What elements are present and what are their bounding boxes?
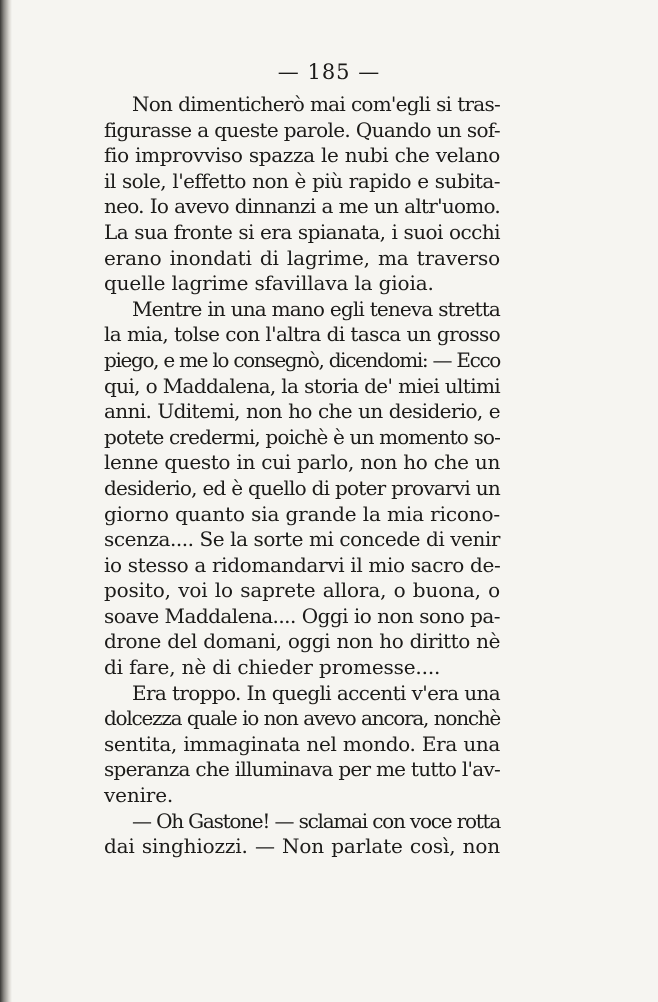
text-line: di fare, nè di chieder promesse....	[104, 655, 441, 680]
page-number: — 185 —	[277, 60, 381, 84]
text-line: quelle lagrime sfavillava la gioia.	[104, 271, 434, 296]
text-line: potete credermi, poichè è un momento so-	[104, 424, 500, 449]
page-binding-shadow	[0, 0, 12, 1002]
text-line: soave Maddalena.... Oggi io non sono pa-	[104, 603, 500, 628]
text-line: Era troppo. In quegli accenti v'era una	[132, 680, 500, 705]
text-line: drone del domani, oggi non ho diritto nè	[104, 629, 500, 654]
text-line: sentita, immaginata nel mondo. Era una	[104, 731, 500, 756]
text-line: scenza.... Se la sorte mi concede di venir	[104, 527, 500, 552]
text-line: neo. Io avevo dinnanzi a me un altr'uomo.	[104, 194, 500, 219]
text-line: La sua fronte si era spianata, i suoi occhi	[104, 219, 500, 244]
text-line: qui, o Maddalena, la storia de' miei ultimi	[104, 373, 500, 398]
text-line: — Oh Gastone! — sclamai con voce rotta	[132, 808, 500, 833]
text-line: dolcezza quale io non avevo ancora, nonchè	[104, 706, 500, 731]
text-line: dai singhiozzi. — Non parlate così, non	[104, 834, 500, 859]
body-text	[104, 92, 500, 860]
text-line: io stesso a ridomandarvi il mio sacro de-	[104, 552, 501, 577]
text-line: piego, e me lo consegnò, dicendomi: — Ecco	[104, 347, 500, 372]
text-line: venire.	[104, 783, 174, 808]
text-line: figurasse a queste parole. Quando un sof-	[104, 117, 500, 142]
text-line: Non dimenticherò mai com'egli si tras-	[132, 92, 500, 116]
text-line: posito, voi lo saprete allora, o buona, o	[104, 578, 500, 603]
text-line: fio improvviso spazza le nubi che velano	[104, 143, 500, 168]
text-line: speranza che illuminava per me tutto l'av-	[104, 757, 500, 782]
text-line: anni. Uditemi, non ho che un desiderio, e	[104, 399, 500, 424]
text-line: la mia, tolse con l'altra di tasca un grosso	[104, 322, 500, 347]
text-line: desiderio, ed è quello di poter provarvi un	[104, 475, 500, 500]
text-line: Mentre in una mano egli teneva stretta	[132, 296, 500, 321]
text-line: giorno quanto sia grande la mia ricono-	[104, 501, 500, 526]
text-line: lenne questo in cui parlo, non ho che un	[104, 450, 500, 475]
text-line: il sole, l'effetto non è più rapido e subita-	[104, 168, 500, 193]
text-line: erano inondati di lagrime, ma traverso	[104, 245, 500, 270]
